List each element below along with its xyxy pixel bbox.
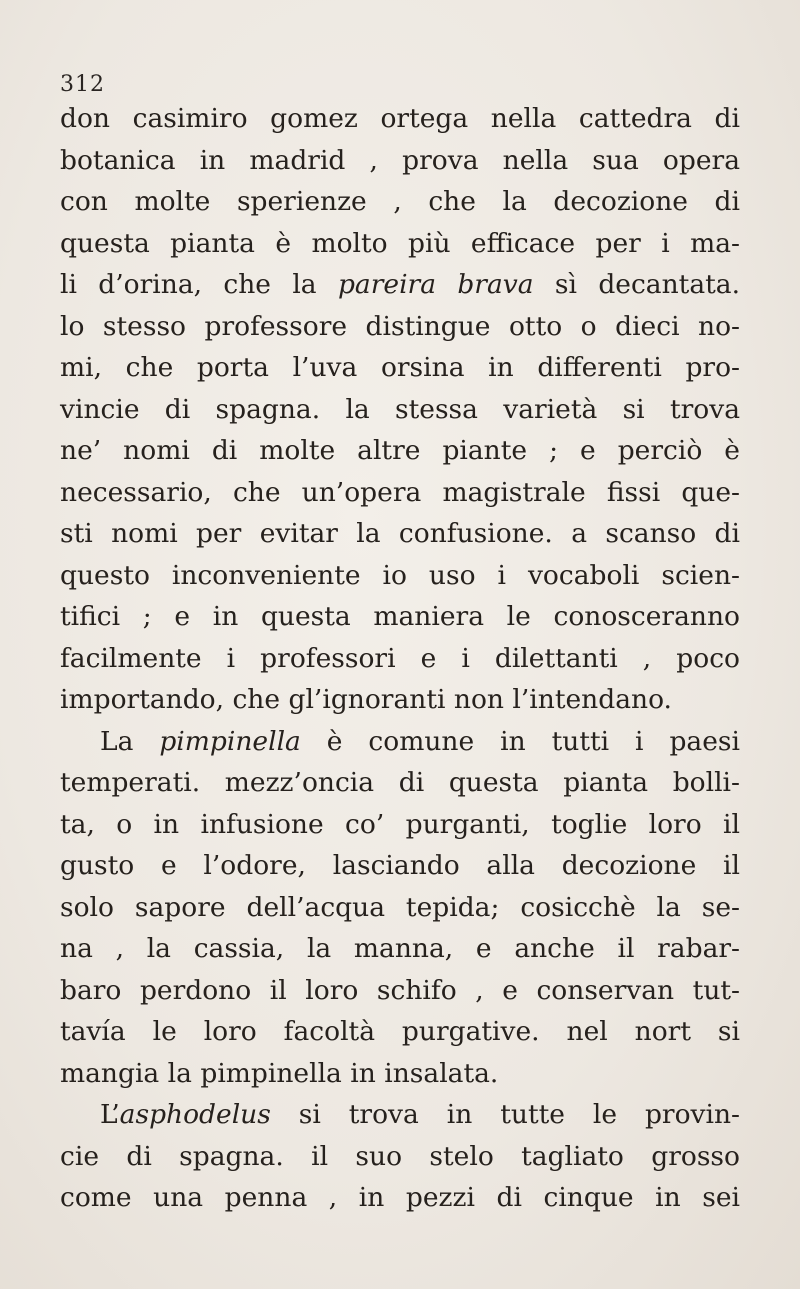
text-segment: questo inconveniente io uso i vocaboli scien-	[60, 559, 740, 591]
italic-term: pareira brava	[337, 269, 534, 300]
text-line	[60, 140, 740, 182]
page-number: 312	[60, 72, 105, 97]
text-line	[60, 887, 740, 929]
text-line	[60, 928, 740, 970]
text-segment: cie di spagna. il suo stelo tagliato grosso	[60, 1140, 740, 1172]
text-segment: na , la cassia, la manna, e anche il rabar-	[60, 933, 740, 964]
text-line	[60, 513, 740, 555]
text-segment: temperati. mezz’oncia di questa pianta bolli-	[60, 767, 740, 798]
italic-term: pimpinella	[159, 725, 301, 757]
body-text	[60, 98, 740, 1219]
text-line	[60, 98, 740, 140]
text-line	[60, 306, 740, 348]
text-segment: è comune in tutti i paesi	[300, 725, 740, 757]
text-segment: baro perdono il loro schifo , e conservan tut-	[60, 974, 740, 1006]
text-segment: come una penna , in pezzi di cinque in sei	[60, 1182, 740, 1213]
text-segment: sì decantata.	[533, 269, 740, 300]
text-line	[60, 638, 740, 680]
text-segment: botanica in madrid , prova nella sua opera	[60, 144, 740, 176]
text-line	[60, 1177, 740, 1219]
text-segment: solo sapore dell’acqua tepida; cosicchè la se-	[60, 891, 740, 923]
text-segment: ta, o in infusione co’ purganti, toglie loro il	[60, 808, 740, 840]
text-segment: L’	[100, 1099, 120, 1130]
text-line	[60, 845, 740, 887]
text-line	[60, 1094, 740, 1136]
text-line	[60, 347, 740, 389]
text-segment: facilmente i professori e i dilettanti , poco	[60, 642, 740, 674]
italic-term: asphodelus	[119, 1099, 271, 1130]
text-segment: mi, che porta l’uva orsina in differenti pro-	[60, 352, 740, 383]
text-line	[60, 679, 740, 721]
text-line	[60, 762, 740, 804]
text-segment: tavía le loro facoltà purgative. nel nort si	[60, 1016, 740, 1047]
text-line	[60, 804, 740, 846]
text-segment: importando, che gl’ignoranti non l’intendano.	[60, 684, 672, 715]
text-line	[60, 970, 740, 1012]
text-segment: La	[100, 725, 160, 757]
text-line	[60, 721, 740, 763]
text-segment: questa pianta è molto più efficace per i ma-	[60, 227, 740, 259]
text-line	[60, 181, 740, 223]
text-segment: gusto e l’odore, lasciando alla decozione il	[60, 850, 740, 881]
text-line	[60, 389, 740, 431]
text-segment: sti nomi per evitar la confusione. a scanso di	[60, 518, 740, 549]
text-segment: li d’orina, che la	[60, 269, 338, 300]
text-line	[60, 223, 740, 265]
text-segment: tifici ; e in questa maniera le conosceranno	[60, 601, 740, 632]
text-line	[60, 1136, 740, 1178]
text-segment: necessario, che un’opera magistrale fissi que-	[60, 476, 740, 508]
text-segment: ne’ nomi di molte altre piante ; e perciò è	[60, 435, 740, 466]
text-line	[60, 1053, 740, 1095]
text-line	[60, 264, 740, 306]
text-line	[60, 1011, 740, 1053]
text-line	[60, 596, 740, 638]
text-line	[60, 555, 740, 597]
text-line	[60, 472, 740, 514]
text-segment: lo stesso professore distingue otto o dieci no-	[60, 310, 740, 342]
text-segment: mangia la pimpinella in insalata.	[60, 1057, 499, 1089]
text-segment: con molte sperienze , che la decozione di	[60, 186, 740, 217]
text-segment: si trova in tutte le provin-	[270, 1099, 740, 1130]
text-segment: don casimiro gomez ortega nella cattedra di	[60, 103, 740, 134]
text-line	[60, 430, 740, 472]
text-segment: vincie di spagna. la stessa varietà si trova	[60, 393, 740, 425]
